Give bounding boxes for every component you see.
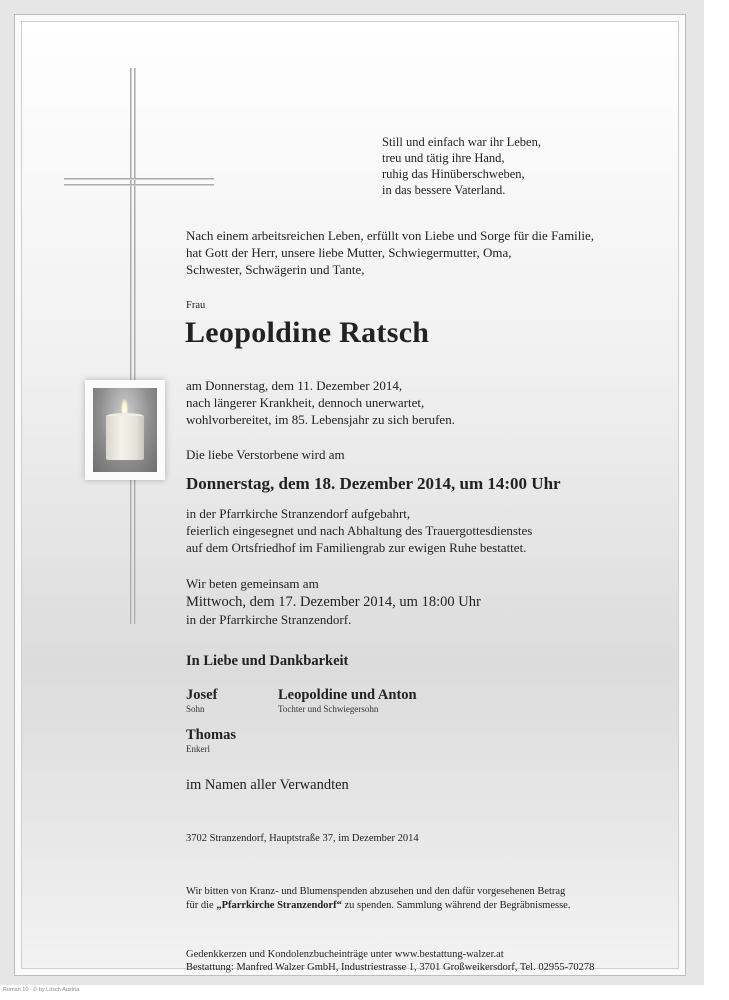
death-notice-line: wohlvorbereitet, im 85. Lebensjahr zu sich berufen. <box>186 412 455 427</box>
intro-line: Nach einem arbeitsreichen Leben, erfüllt von Liebe und Sorge für die Familie, <box>186 228 595 243</box>
gratitude-heading: In Liebe und Dankbarkeit <box>186 653 349 669</box>
contact-line: Gedenkkerzen und Kondolenzbucheinträge unter www.bestattung-walzer.at <box>186 949 504 960</box>
deceased-name: Leopoldine Ratsch <box>185 316 430 349</box>
print-credit: Roman 10 - © by Lösch Austria <box>3 987 80 993</box>
intro-line: Schwester, Schwägerin und Tante, <box>186 262 365 277</box>
funeral-detail-line: in der Pfarrkirche Stranzendorf aufgebahrt, <box>186 506 411 521</box>
family-member-name: Thomas <box>186 727 236 743</box>
address-line: 3702 Stranzendorf, Hauptstraße 37, im Dezember 2014 <box>186 833 419 844</box>
intro-line: hat Gott der Herr, unsere liebe Mutter, Schwiegermutter, Oma, <box>186 245 512 260</box>
donation-text: für die <box>186 900 217 911</box>
family-member-relation: Tochter und Schwiegersohn <box>278 704 379 714</box>
prayer-line: Wir beten gemeinsam am <box>186 576 319 591</box>
death-notice-line: nach längerer Krankheit, dennoch unerwartet, <box>186 395 425 410</box>
family-member-name: Leopoldine und Anton <box>278 687 417 703</box>
poem-line: Still und einfach war ihr Leben, <box>382 135 541 149</box>
donation-text: zu spenden. Sammlung während der Begräbnismesse. <box>341 900 571 911</box>
contact-line: Bestattung: Manfred Walzer GmbH, Industriestrasse 1, 3701 Großweikersdorf, Tel. 02955-70278 <box>186 962 595 973</box>
poem-line: treu und tätig ihre Hand, <box>382 151 505 165</box>
candle-icon <box>85 380 165 480</box>
salutation: Frau <box>186 300 206 311</box>
family-member-relation: Enkerl <box>186 744 210 754</box>
notice-panel <box>21 21 679 969</box>
poem-line: in das bessere Vaterland. <box>382 183 506 197</box>
prayer-line: in der Pfarrkirche Stranzendorf. <box>186 612 352 627</box>
funeral-detail-line: feierlich eingesegnet und nach Abhaltung des Trauergottesdienstes <box>186 523 533 538</box>
funeral-date: Donnerstag, dem 18. Dezember 2014, um 14:00 Uhr <box>186 474 561 493</box>
poem-line: ruhig das Hinüberschweben, <box>382 167 525 181</box>
funeral-detail-line: auf dem Ortsfriedhof im Familiengrab zur ewigen Ruhe bestattet. <box>186 540 527 555</box>
donation-recipient: „Pfarrkirche Stranzendorf“ <box>216 900 342 911</box>
death-notice-line: am Donnerstag, dem 11. Dezember 2014, <box>186 378 403 393</box>
family-member-relation: Sohn <box>186 704 205 714</box>
family-member-name: Josef <box>186 687 218 703</box>
relatives-line: im Namen aller Verwandten <box>186 777 349 793</box>
donation-line: Wir bitten von Kranz- und Blumenspenden abzusehen und den dafür vorgesehenen Betrag <box>186 886 566 897</box>
prayer-line: Mittwoch, dem 17. Dezember 2014, um 18:00 Uhr <box>186 594 481 610</box>
funeral-intro: Die liebe Verstorbene wird am <box>186 447 345 462</box>
donation-line <box>186 899 570 912</box>
